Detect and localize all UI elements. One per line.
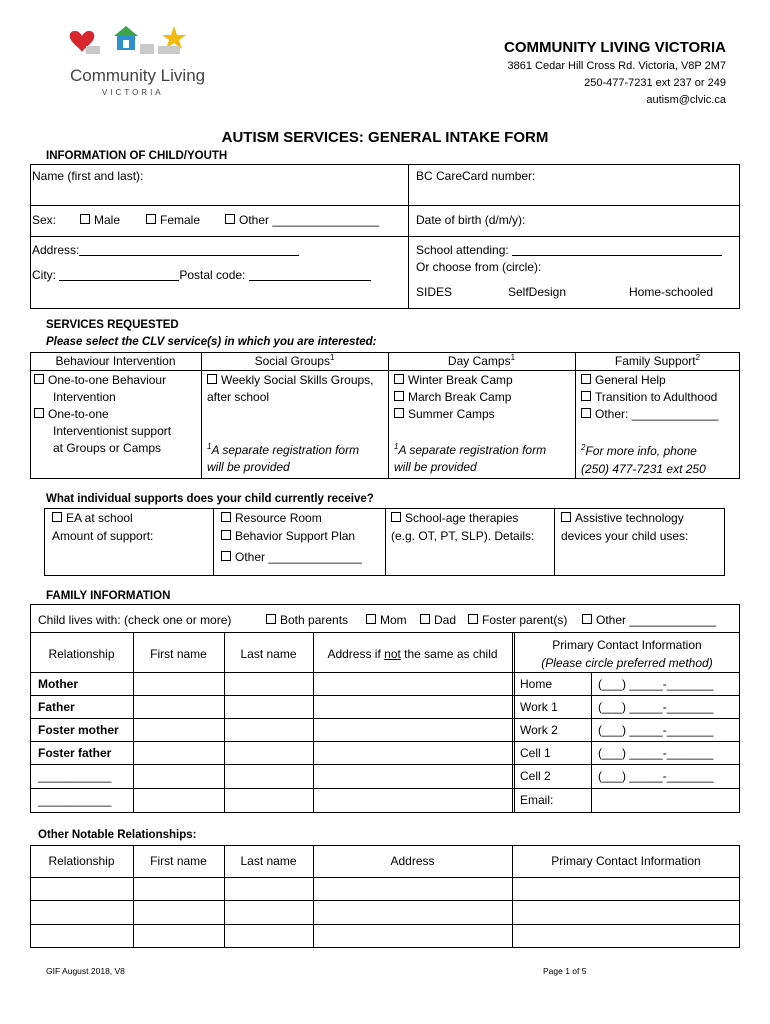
checkbox[interactable] [468, 614, 478, 624]
school-label: School attending: [416, 243, 509, 257]
checkbox[interactable] [207, 374, 217, 384]
col-behaviour: Behaviour Intervention [55, 354, 176, 368]
checkbox[interactable] [221, 530, 231, 540]
assistive-tech-option[interactable]: Assistive technology [561, 510, 684, 527]
sex-other-option[interactable] [225, 212, 379, 229]
checkbox[interactable] [394, 374, 404, 384]
org-email: autism@clvic.ca [646, 94, 726, 106]
family-heading: FAMILY INFORMATION [46, 590, 171, 602]
row-father-label: Father [38, 700, 75, 714]
lives-other-option[interactable]: Other _____________ [582, 612, 716, 629]
postal-label: Postal code: [179, 268, 246, 282]
ea-option[interactable]: EA at school [52, 510, 133, 527]
therapies-option[interactable]: School-age therapies [391, 510, 518, 527]
assistive-tech-line2: devices your child uses: [561, 529, 689, 543]
checkbox[interactable] [266, 614, 276, 624]
ea-amount-label[interactable]: Amount of support: [52, 529, 154, 543]
sg-weekly-option[interactable]: Weekly Social Skills Groups, [207, 372, 374, 389]
family-col-last-name: Last name [240, 647, 297, 661]
other-col-address: Address [390, 854, 435, 868]
fs-general-option[interactable]: General Help [581, 372, 666, 389]
dc-winter-option[interactable]: Winter Break Camp [394, 372, 513, 389]
checkbox[interactable] [221, 512, 231, 522]
dc-note-line2: will be provided [394, 460, 477, 474]
lives-dad-option[interactable]: Dad [420, 612, 456, 629]
family-col-first-name: First name [150, 647, 207, 661]
carecard-label[interactable]: BC CareCard number: [416, 169, 536, 183]
sex-label: Sex: [32, 213, 57, 227]
supports-other-option[interactable]: Other ______________ [221, 549, 362, 566]
row-blank-2-label[interactable]: ___________ [38, 793, 112, 807]
row-mother-label: Mother [38, 677, 78, 691]
checkbox[interactable] [581, 408, 591, 418]
checkbox[interactable] [52, 512, 62, 522]
checkbox[interactable] [581, 391, 591, 401]
phone-work2-field[interactable]: (___) _____-_______ [598, 723, 714, 737]
row-blank-1-label[interactable]: ___________ [38, 769, 112, 783]
checkbox[interactable] [221, 551, 231, 561]
lives-mom-option[interactable]: Mom [366, 612, 407, 629]
checkbox[interactable] [582, 614, 592, 624]
checkbox[interactable] [391, 512, 401, 522]
sg-weekly-line2: after school [207, 390, 270, 404]
bi-interventionist-line3: at Groups or Camps [53, 441, 162, 455]
sex-male-option[interactable] [80, 212, 120, 229]
org-address: 3861 Cedar Hill Cross Rd. Victoria, V8P 2M7 [507, 60, 726, 72]
footer-page: Page 1 of 5 [543, 966, 587, 976]
contact-cell1-label: Cell 1 [520, 746, 551, 760]
form-title: AUTISM SERVICES: GENERAL INTAKE FORM [221, 129, 549, 146]
logo-text: Community Living [70, 66, 206, 85]
name-label[interactable]: Name (first and last): [32, 169, 144, 183]
supports-heading: What individual supports does your child currently receive? [46, 493, 374, 505]
fs-other-option[interactable]: Other: _____________ [581, 406, 718, 423]
lives-foster-option[interactable]: Foster parent(s) [468, 612, 567, 629]
phone-home-field[interactable]: (___) _____-_______ [598, 677, 714, 691]
contact-cell2-label: Cell 2 [520, 769, 551, 783]
checkbox[interactable] [366, 614, 376, 624]
contact-work1-label: Work 1 [520, 700, 558, 714]
therapies-line2: (e.g. OT, PT, SLP). Details: [391, 529, 535, 543]
fs-transition-option[interactable]: Transition to Adulthood [581, 389, 717, 406]
lives-with-label: Child lives with: (check one or more) [38, 613, 232, 627]
dc-note: $^1$A separate registration form [394, 442, 547, 457]
other-col-last-name: Last name [240, 854, 297, 868]
checkbox[interactable] [34, 408, 44, 418]
logo-subtext: VICTORIA [102, 88, 164, 97]
dc-march-option[interactable]: March Break Camp [394, 389, 511, 406]
checkbox[interactable] [394, 391, 404, 401]
org-phone: 250-477-7231 ext 237 or 249 [584, 77, 726, 89]
phone-cell1-field[interactable]: (___) _____-_______ [598, 746, 714, 760]
family-col-address: Address if not the same as child [327, 647, 498, 661]
address-field[interactable] [32, 242, 299, 259]
bi-one-to-one-line2: Intervention [53, 390, 116, 404]
other-col-first-name: First name [150, 854, 207, 868]
footer-version: GIF August 2018, V8 [46, 966, 125, 976]
school-option-sides[interactable]: SIDES [416, 285, 453, 299]
sex-female-option[interactable] [146, 212, 200, 229]
fs-note-line2: (250) 477-7231 ext 250 [581, 462, 706, 476]
resource-room-option[interactable]: Resource Room [221, 510, 322, 527]
family-col-relationship: Relationship [48, 647, 115, 661]
org-name: COMMUNITY LIVING VICTORIA [504, 39, 726, 56]
other-rel-heading: Other Notable Relationships: [38, 829, 197, 841]
city-field[interactable] [32, 267, 371, 284]
child-info-heading: INFORMATION OF CHILD/YOUTH [46, 150, 228, 162]
family-col-contact: Primary Contact Information [552, 638, 702, 652]
services-heading: SERVICES REQUESTED [46, 319, 179, 331]
female-label: Female [160, 213, 201, 227]
contact-work2-label: Work 2 [520, 723, 558, 737]
sg-note-line2: will be provided [207, 460, 290, 474]
bi-interventionist-option[interactable]: One-to-one [34, 406, 109, 423]
phone-cell2-field[interactable]: (___) _____-_______ [598, 769, 714, 783]
row-foster-mother-label: Foster mother [38, 723, 119, 737]
checkbox[interactable] [34, 374, 44, 384]
bsp-option[interactable]: Behavior Support Plan [221, 528, 355, 545]
checkbox[interactable] [561, 512, 571, 522]
male-label: Male [94, 213, 121, 227]
address-label: Address: [32, 243, 80, 257]
fs-note: $^2$For more info, phone [581, 443, 697, 458]
sg-note: $^1$A separate registration form [207, 442, 360, 457]
contact-home-label: Home [520, 677, 553, 691]
other-col-relationship: Relationship [48, 854, 115, 868]
female-checkbox[interactable] [146, 214, 156, 224]
school-option-selfdesign[interactable]: SelfDesign [508, 285, 567, 299]
school-choose-label: Or choose from (circle): [416, 260, 542, 274]
phone-work1-field[interactable]: (___) _____-_______ [598, 700, 714, 714]
checkbox[interactable] [581, 374, 591, 384]
city-label: City: [32, 268, 56, 282]
logo-graphic-icon [62, 22, 202, 62]
dc-summer-option[interactable]: Summer Camps [394, 406, 495, 423]
other-label: Other ________________ [239, 213, 380, 227]
bi-interventionist-line2: Interventionist support [53, 424, 172, 438]
checkbox[interactable] [394, 408, 404, 418]
row-foster-father-label: Foster father [38, 746, 112, 760]
col-family-support: Family Support$^2$ [614, 353, 701, 368]
male-checkbox[interactable] [80, 214, 90, 224]
school-field[interactable] [416, 242, 722, 259]
lives-both-option[interactable]: Both parents [266, 612, 348, 629]
other-checkbox[interactable] [225, 214, 235, 224]
other-col-contact: Primary Contact Information [551, 854, 701, 868]
logo [62, 22, 206, 100]
checkbox[interactable] [420, 614, 430, 624]
school-option-homeschooled[interactable]: Home-schooled [629, 285, 714, 299]
dob-label[interactable]: Date of birth (d/m/y): [416, 213, 526, 227]
bi-one-to-one-option[interactable]: One-to-one Behaviour [34, 372, 166, 389]
family-col-contact-note: (Please circle preferred method) [541, 656, 713, 670]
services-subheading: Please select the CLV service(s) in which you are interested: [46, 336, 377, 348]
contact-email-label: Email: [520, 793, 554, 807]
col-social-groups: Social Groups$^1$ [254, 353, 335, 368]
col-day-camps: Day Camps$^1$ [447, 353, 516, 368]
